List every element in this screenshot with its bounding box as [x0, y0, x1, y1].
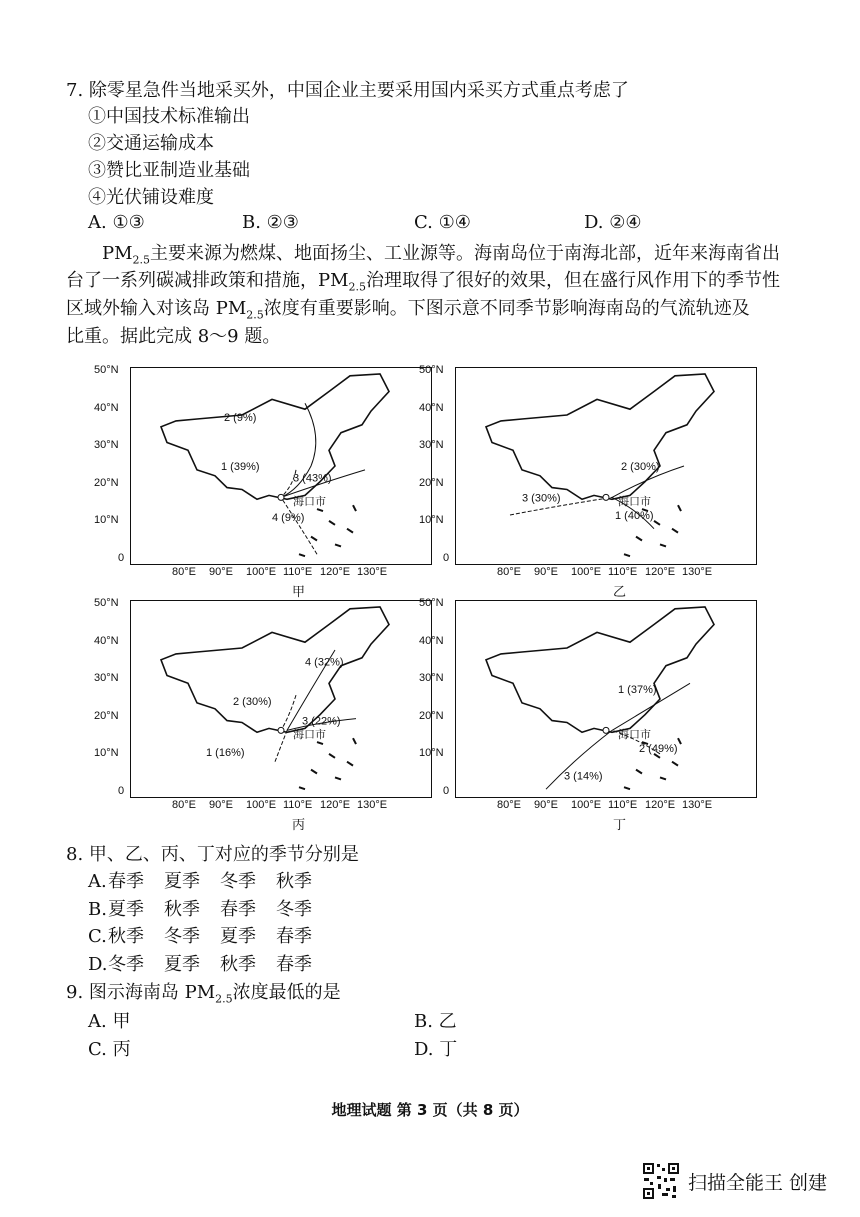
lat-tick-label: 40°N: [94, 634, 119, 647]
lon-tick-label: 90°E: [534, 566, 558, 578]
q7-item-2: ②交通运输成本: [88, 133, 214, 154]
season-label: 冬季: [164, 926, 200, 947]
season-label: 春季: [276, 953, 312, 975]
lon-tick-label: 90°E: [534, 799, 558, 811]
trajectory-map-3: [94, 597, 440, 836]
map-caption: 丁: [613, 817, 627, 832]
question-7-stem: 7. 除零星急件当地采买外，中国企业主要采用国内采买方式重点考虑了: [66, 80, 629, 101]
trajectory-map-2: [419, 364, 765, 603]
lat-tick-label: 50°N: [94, 597, 119, 609]
watermark-text: 扫描全能王 创建: [688, 1171, 828, 1194]
season-label: 秋季: [220, 953, 256, 975]
city-label: 海口市: [618, 729, 651, 742]
lon-tick-label: 130°E: [357, 566, 388, 578]
passage-line-1: $PM_{2.5}$主要来源为燃煤、地面扬尘、工业源等。海南岛位于南海北部，近年来海南省出: [102, 243, 781, 267]
season-label: 秋季: [276, 871, 312, 892]
trajectory-label: 1 (16%): [206, 746, 245, 759]
lon-tick-label: 130°E: [682, 799, 713, 811]
china-outline-map: [131, 601, 431, 797]
map-caption: 甲: [292, 584, 306, 599]
lat-tick-label: 20°N: [94, 709, 119, 722]
season-label: 冬季: [108, 953, 144, 975]
trajectory-label: 3 (22%): [302, 715, 341, 728]
q7-option-a[interactable]: A. ①③: [88, 212, 145, 233]
scanner-watermark: [642, 1160, 827, 1202]
trajectory-label: 2 (30%): [621, 460, 660, 473]
option-letter: D.: [88, 953, 108, 975]
trajectory-label: 1 (39%): [221, 460, 260, 473]
q9-option-b[interactable]: B. 乙: [414, 1011, 457, 1032]
lon-tick-label: 80°E: [172, 566, 196, 578]
south-china-sea-islands: [299, 505, 356, 556]
lon-tick-label: 100°E: [246, 566, 277, 578]
city-label: 海口市: [618, 496, 651, 509]
china-outline-map: [131, 368, 431, 564]
trajectory-map-1: [94, 364, 440, 603]
trajectory-label: 3 (30%): [522, 492, 561, 505]
lat-tick-label: 20°N: [94, 476, 119, 489]
lat-tick-label: 0: [443, 785, 450, 797]
map-caption: 乙: [613, 584, 627, 599]
lon-tick-label: 120°E: [320, 799, 351, 811]
q8-option-b[interactable]: [88, 897, 312, 923]
lat-tick-label: 30°N: [94, 439, 119, 452]
question-9-stem: 9. 图示海南岛 $PM_{2.5}$浓度最低的是: [66, 982, 341, 1006]
season-label: 春季: [108, 871, 144, 892]
map-frame: [455, 367, 757, 565]
lat-tick-label: 10°N: [419, 747, 444, 760]
question-8-stem: 8. 甲、乙、丙、丁对应的季节分别是: [66, 844, 359, 865]
q7-item-1: ①中国技术标准输出: [88, 106, 250, 127]
lat-tick-label: 50°N: [419, 597, 444, 609]
option-letter: B.: [88, 898, 107, 920]
lat-tick-label: 30°N: [94, 672, 119, 685]
season-label: 春季: [276, 926, 312, 947]
lat-tick-label: 10°N: [419, 514, 444, 527]
map-frame: [455, 600, 757, 798]
option-letter: A.: [88, 871, 107, 892]
lon-tick-label: 130°E: [682, 566, 713, 578]
q9-option-d[interactable]: D. 丁: [414, 1039, 458, 1060]
lat-tick-label: 20°N: [419, 476, 444, 489]
q7-option-b[interactable]: B. ②③: [242, 212, 299, 233]
trajectory-map-4: [419, 597, 765, 836]
map-frame: [130, 600, 432, 798]
lat-tick-label: 20°N: [419, 709, 444, 722]
trajectory-label: 4 (9%): [272, 511, 305, 524]
trajectory-label: 3 (14%): [564, 770, 603, 783]
lat-tick-label: 30°N: [419, 439, 444, 452]
lon-tick-label: 110°E: [608, 566, 638, 578]
season-label: 春季: [220, 898, 256, 920]
q7-item-3: ③赞比亚制造业基础: [88, 160, 250, 181]
trajectory-line: [281, 695, 296, 730]
lat-tick-label: 10°N: [94, 514, 119, 527]
passage-line-4: 比重。据此完成 8～9 题。: [66, 326, 281, 347]
season-label: 秋季: [164, 898, 200, 920]
lon-tick-label: 80°E: [497, 799, 521, 811]
season-label: 夏季: [108, 898, 144, 920]
lon-tick-label: 110°E: [608, 799, 638, 811]
lon-tick-label: 90°E: [209, 799, 233, 811]
trajectory-label: 4 (32%): [305, 656, 344, 669]
lon-tick-label: 80°E: [497, 566, 521, 578]
trajectory-label: 1 (37%): [618, 684, 657, 697]
season-label: 夏季: [164, 953, 200, 975]
qr-code-icon: [642, 1162, 680, 1200]
season-label: 冬季: [220, 871, 256, 892]
map-caption: 丙: [292, 817, 306, 832]
season-label: 夏季: [220, 926, 256, 947]
china-outline: [486, 374, 714, 499]
lon-tick-label: 130°E: [357, 799, 388, 811]
lon-tick-label: 120°E: [645, 566, 676, 578]
trajectory-label: 2 (49%): [639, 742, 678, 755]
lat-tick-label: 40°N: [419, 634, 444, 647]
passage-line-3: 区域外输入对该岛 $PM_{2.5}$浓度有重要影响。下图示意不同季节影响海南岛的气流轨迹及: [66, 298, 750, 322]
season-label: 冬季: [276, 898, 312, 920]
trajectory-label: 3 (43%): [293, 472, 332, 485]
haikou-marker: [278, 727, 284, 733]
map-frame: [130, 367, 432, 565]
lon-tick-label: 110°E: [283, 566, 313, 578]
lon-tick-label: 100°E: [571, 566, 602, 578]
lon-tick-label: 80°E: [172, 799, 196, 811]
lat-tick-label: 40°N: [94, 401, 119, 414]
option-letter: C.: [88, 926, 107, 947]
south-china-sea-islands: [299, 738, 356, 789]
q7-option-d[interactable]: D. ②④: [584, 212, 642, 233]
q7-option-c[interactable]: C. ①④: [414, 212, 471, 233]
lat-tick-label: 30°N: [419, 672, 444, 685]
lat-tick-label: 0: [443, 552, 450, 564]
lat-tick-label: 10°N: [94, 747, 119, 760]
lon-tick-label: 90°E: [209, 566, 233, 578]
china-outline: [161, 374, 389, 499]
q8-option-a[interactable]: [88, 869, 312, 895]
china-outline-map: [456, 601, 756, 797]
trajectory-label: 2 (9%): [224, 411, 257, 424]
q9-option-c[interactable]: C. 丙: [88, 1039, 131, 1060]
page-footer: 地理试题 第 3 页（共 8 页）: [331, 1101, 529, 1119]
q7-item-4: ④光伏铺设难度: [88, 187, 214, 208]
haikou-marker: [603, 727, 609, 733]
lon-tick-label: 110°E: [283, 799, 313, 811]
q8-option-c[interactable]: [88, 924, 312, 950]
city-label: 海口市: [293, 729, 326, 742]
lat-tick-label: 50°N: [419, 364, 444, 376]
lon-tick-label: 100°E: [246, 799, 277, 811]
lat-tick-label: 40°N: [419, 401, 444, 414]
season-label: 秋季: [108, 926, 144, 947]
lat-tick-label: 0: [118, 552, 125, 564]
lon-tick-label: 120°E: [645, 799, 676, 811]
china-outline: [161, 607, 389, 732]
lat-tick-label: 0: [118, 785, 125, 797]
q8-option-d[interactable]: [88, 952, 312, 978]
lon-tick-label: 120°E: [320, 566, 351, 578]
q9-option-a[interactable]: A. 甲: [88, 1011, 131, 1032]
trajectory-line: [275, 730, 287, 761]
trajectory-label: 1 (40%): [615, 509, 654, 522]
lon-tick-label: 100°E: [571, 799, 602, 811]
season-label: 夏季: [164, 871, 200, 892]
lat-tick-label: 50°N: [94, 364, 119, 376]
china-outline-map: [456, 368, 756, 564]
haikou-marker: [278, 494, 284, 500]
haikou-marker: [603, 494, 609, 500]
china-outline: [486, 607, 714, 732]
trajectory-label: 2 (30%): [233, 695, 272, 708]
passage-line-2: 台了一系列碳减排政策和措施，$PM_{2.5}$治理取得了很好的效果，但在盛行风作用下的季节性: [66, 270, 781, 294]
city-label: 海口市: [293, 496, 326, 509]
